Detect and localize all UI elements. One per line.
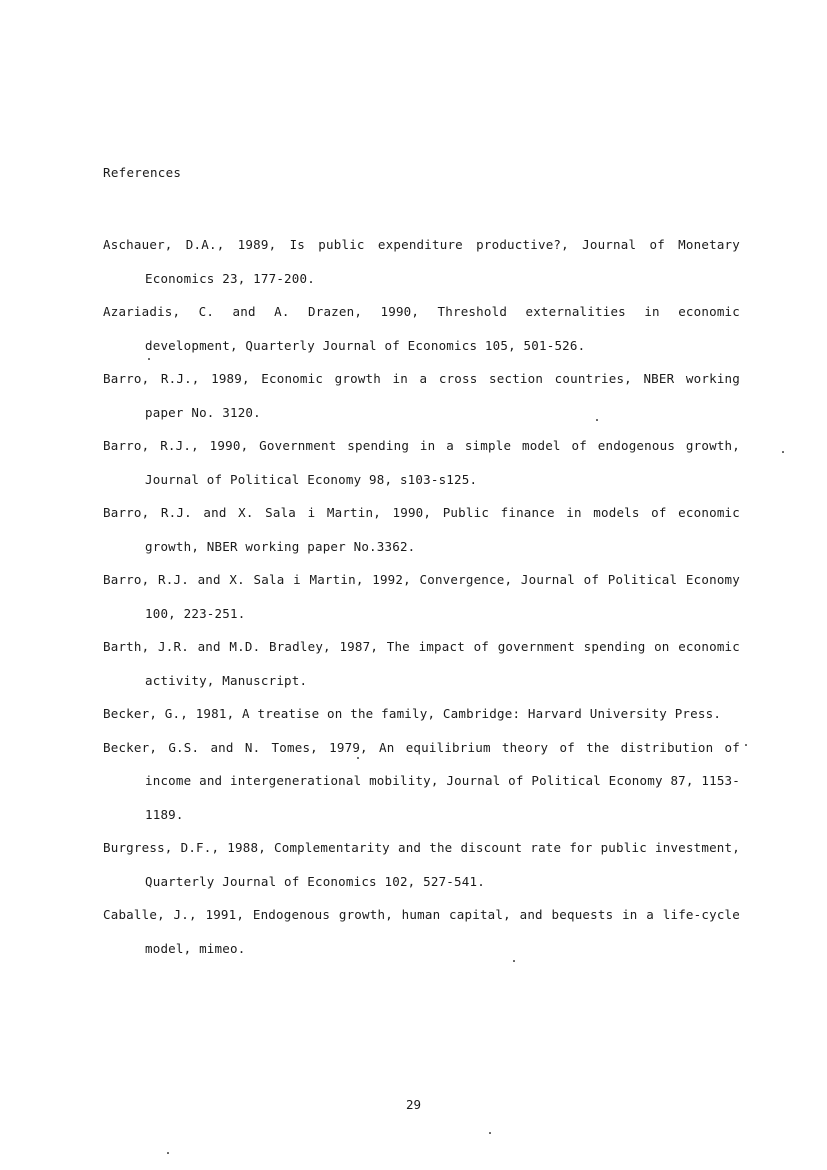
reference-entry: Caballe, J., 1991, Endogenous growth, human capital, and bequests in a life-cycle model, mimeo. <box>103 907 740 956</box>
reference-entry: Barro, R.J., 1990, Government spending in a simple model of endogenous growth, Journal of Political Economy 98, s103-s125. <box>103 438 740 487</box>
scan-speck <box>148 358 150 360</box>
reference-entry: Azariadis, C. and A. Drazen, 1990, Threshold externalities in economic development, Quarterly Journal of Economics 105, 501-526. <box>103 304 740 353</box>
reference-entry: Aschauer, D.A., 1989, Is public expenditure productive?, Journal of Monetary Economics 23, 177-200. <box>103 237 740 286</box>
scan-speck <box>782 451 784 453</box>
scan-speck <box>745 744 747 746</box>
reference-entry: Becker, G., 1981, A treatise on the family, Cambridge: Harvard University Press. <box>103 706 722 721</box>
reference-list <box>103 228 740 965</box>
scan-speck <box>357 757 359 759</box>
reference-entry: Burgress, D.F., 1988, Complementarity and the discount rate for public investment, Quarterly Journal of Economics 102, 527-541. <box>103 840 740 889</box>
reference-entry: Barro, R.J. and X. Sala i Martin, 1990, Public finance in models of economic growth, NBER working paper No.3362. <box>103 505 740 554</box>
scan-speck <box>596 419 598 421</box>
reference-entry: Barro, R.J. and X. Sala i Martin, 1992, Convergence, Journal of Political Economy 100, 223-251. <box>103 572 740 621</box>
references-heading: References <box>103 165 182 180</box>
scan-speck <box>513 960 515 962</box>
scan-speck <box>167 1152 169 1154</box>
page-number: 29 <box>405 1097 422 1112</box>
reference-entry: Becker, G.S. and N. Tomes, 1979, An equilibrium theory of the distribution of income and intergenerational mobility, Journal of Political Economy 87, 1153-1189. <box>103 739 740 822</box>
scan-speck <box>489 1132 491 1134</box>
reference-entry: Barro, R.J., 1989, Economic growth in a cross section countries, NBER working paper No. 3120. <box>103 371 740 420</box>
reference-entry: Barth, J.R. and M.D. Bradley, 1987, The impact of government spending on economic activity, Manuscript. <box>103 639 740 688</box>
